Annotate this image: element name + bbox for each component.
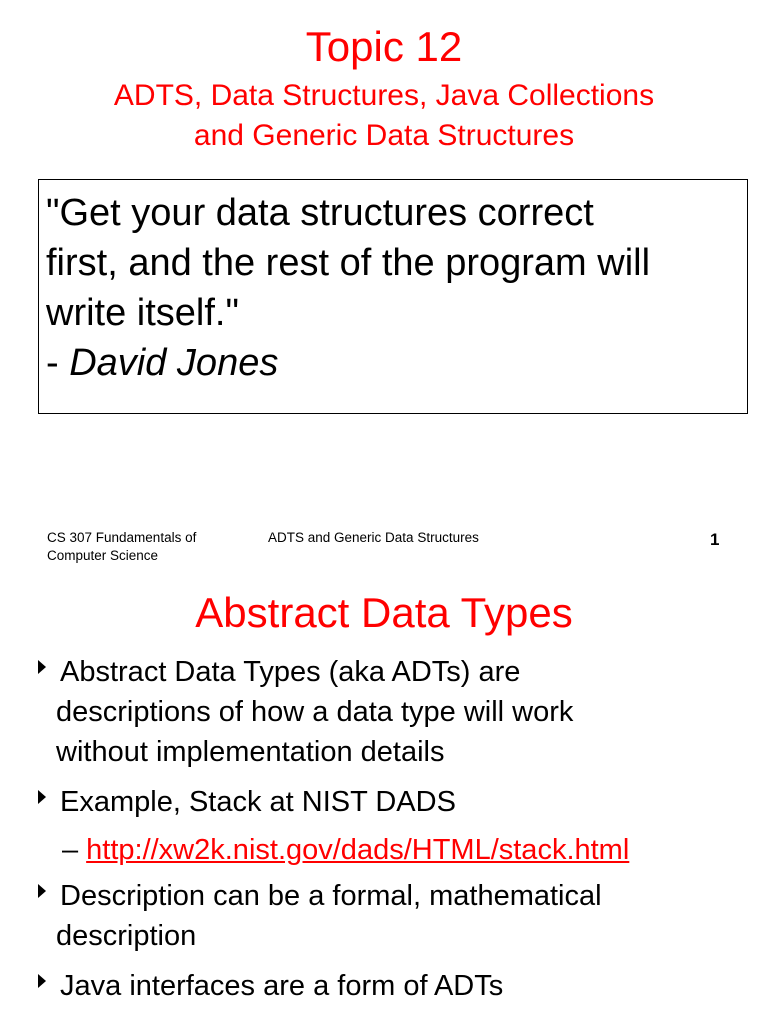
quote-box bbox=[38, 179, 748, 414]
slide-subtitle-line-1: ADTS, Data Structures, Java Collections bbox=[113, 79, 655, 112]
slide-title: Topic 12 bbox=[305, 23, 463, 70]
bullet-item bbox=[38, 876, 758, 956]
page-number: 1 bbox=[710, 530, 720, 549]
bullet-text: descriptions of how a data type will work bbox=[56, 696, 574, 728]
triangle-bullet-icon bbox=[38, 974, 46, 988]
slide-title: Abstract Data Types bbox=[195, 589, 573, 636]
quote-attribution bbox=[46, 338, 747, 388]
bullet-text: Example, Stack at NIST DADS bbox=[60, 786, 456, 818]
triangle-bullet-icon bbox=[38, 790, 46, 804]
bullet-item bbox=[38, 652, 758, 772]
bullet-item bbox=[38, 782, 758, 822]
footer-course bbox=[47, 529, 247, 565]
bullet-text: Description can be a formal, mathematical bbox=[60, 880, 602, 912]
bullet-text: without implementation details bbox=[56, 736, 445, 768]
footer-course-line-1: CS 307 Fundamentals of bbox=[47, 530, 197, 545]
quote-line-3: write itself." bbox=[46, 292, 239, 334]
bullet-text: Java interfaces are a form of ADTs bbox=[60, 970, 504, 1002]
slide-subtitle-line-2: and Generic Data Structures bbox=[193, 119, 575, 152]
triangle-bullet-icon bbox=[38, 660, 46, 674]
sub-bullet-dash: – bbox=[62, 834, 79, 866]
bullet-text: description bbox=[56, 920, 197, 952]
quote-author: David Jones bbox=[69, 342, 279, 384]
bullet-text: Abstract Data Types (aka ADTs) are bbox=[60, 656, 521, 688]
slide-abstract-data-types bbox=[0, 580, 768, 1024]
bullet-item bbox=[38, 966, 758, 1006]
quote-line-1: "Get your data structures correct bbox=[46, 192, 594, 234]
footer-topic: ADTS and Generic Data Structures bbox=[268, 530, 479, 545]
nist-stack-link[interactable]: http://xw2k.nist.gov/dads/HTML/stack.html bbox=[86, 834, 630, 866]
footer-course-line-2: Computer Science bbox=[47, 548, 159, 563]
sub-bullet-item bbox=[62, 830, 629, 870]
triangle-bullet-icon bbox=[38, 884, 46, 898]
attribution-dash: - bbox=[46, 342, 70, 384]
quote-line-2: first, and the rest of the program will bbox=[46, 242, 651, 284]
